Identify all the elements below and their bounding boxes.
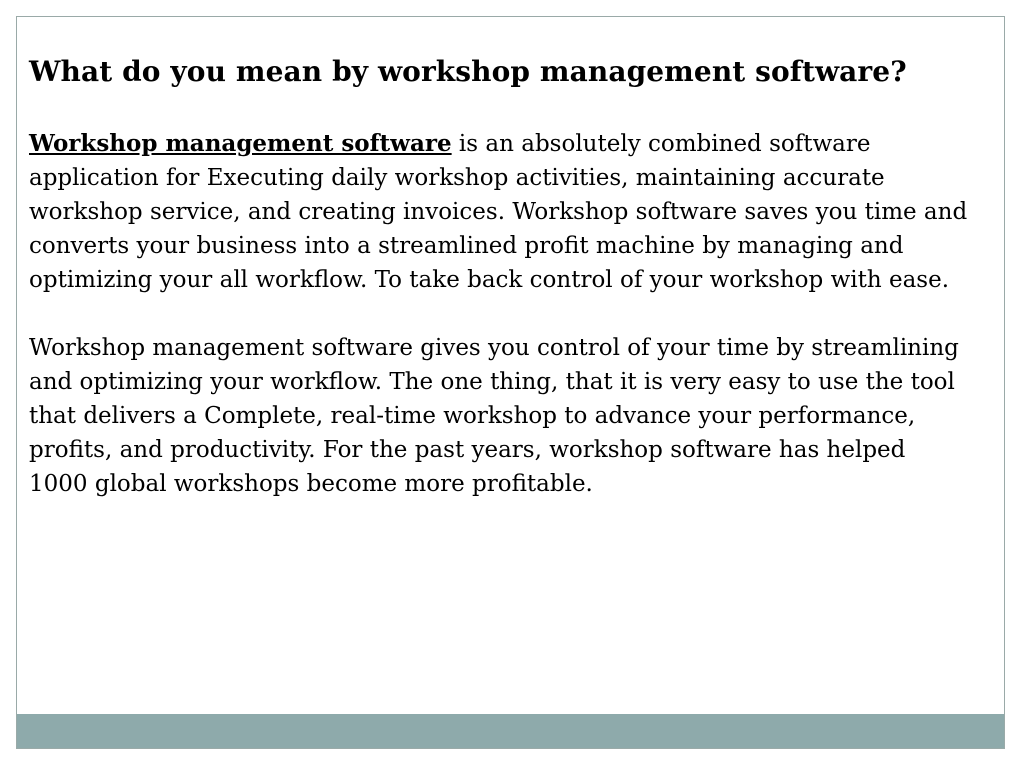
highlighted-term: Workshop management software xyxy=(29,130,452,157)
slide-content xyxy=(29,53,969,501)
slide-title: What do you mean by workshop management software? xyxy=(29,55,907,88)
paragraph-intro xyxy=(29,127,969,297)
slide xyxy=(16,16,1005,749)
paragraph-benefits: Workshop management software gives you control of your time by streamlining and optimizing your workflow. The one thing, that it is very easy to use the tool that delivers a Complete, real-time workshop to advance your performance, profits, and productivity. For the past years, workshop software has helped 1000 global workshops become more profitable. xyxy=(29,335,959,497)
paragraph-intro-text: is an absolutely combined software application for Executing daily workshop activities, maintaining accurate workshop service, and creating invoices. Workshop software saves you time and converts your business into a streamlined profit machine by managing and optimizing your all workflow. To take back control of your workshop with ease. xyxy=(29,131,968,293)
footer-bar xyxy=(17,714,1004,748)
